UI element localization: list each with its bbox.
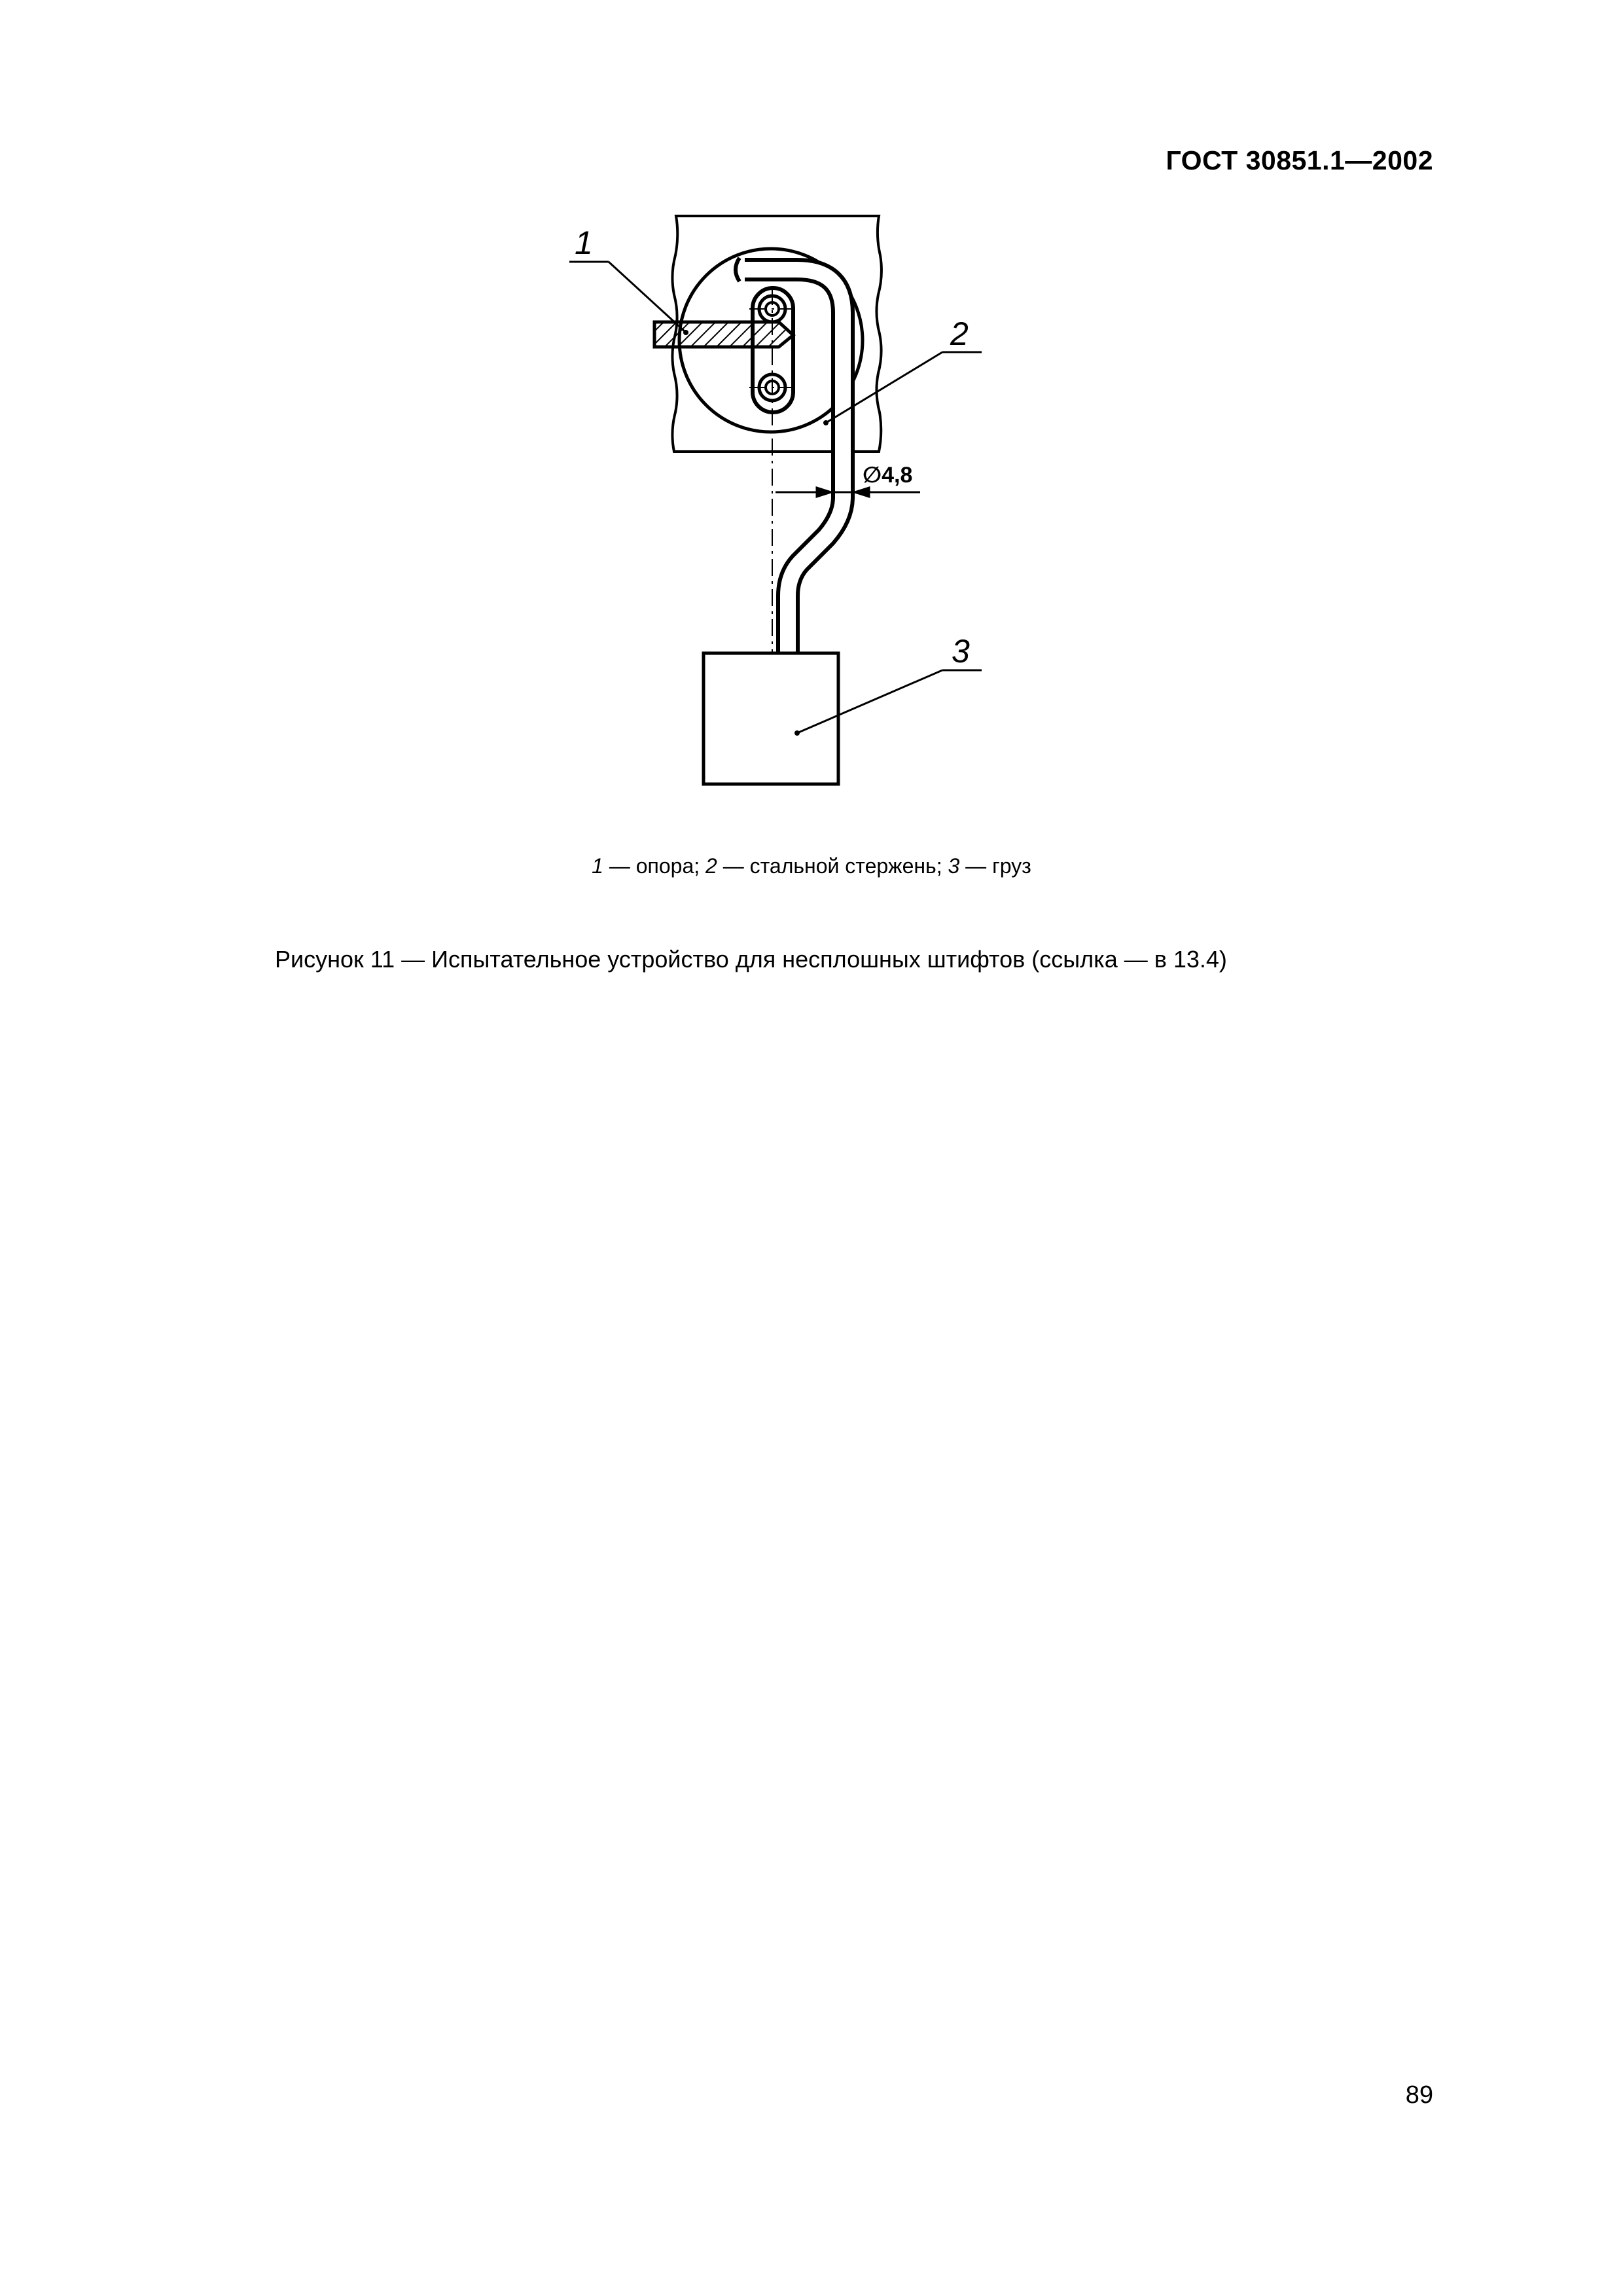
callout-1 [569, 224, 688, 335]
legend-text-1: — опора; [603, 854, 706, 878]
svg-text:2: 2 [950, 315, 969, 352]
figure-legend [0, 854, 1623, 878]
page-number: 89 [1405, 2081, 1433, 2109]
svg-text:3: 3 [952, 633, 970, 670]
legend-num-3: 3 [948, 854, 960, 878]
legend-num-2: 2 [705, 854, 717, 878]
load-weight [704, 653, 838, 784]
figure-caption: Рисунок 11 — Испытательное устройство для несплошных штифтов (ссылка — в 13.4) [275, 946, 1227, 973]
document-number-header: ГОСТ 30851.1—2002 [1166, 145, 1433, 175]
legend-text-3: — груз [959, 854, 1031, 878]
legend-text-2: — стальной стержень; [717, 854, 948, 878]
dimension-label: ∅4,8 [863, 463, 913, 488]
svg-text:1: 1 [575, 224, 593, 261]
test-device-drawing [0, 0, 1623, 825]
legend-num-1: 1 [592, 854, 603, 878]
